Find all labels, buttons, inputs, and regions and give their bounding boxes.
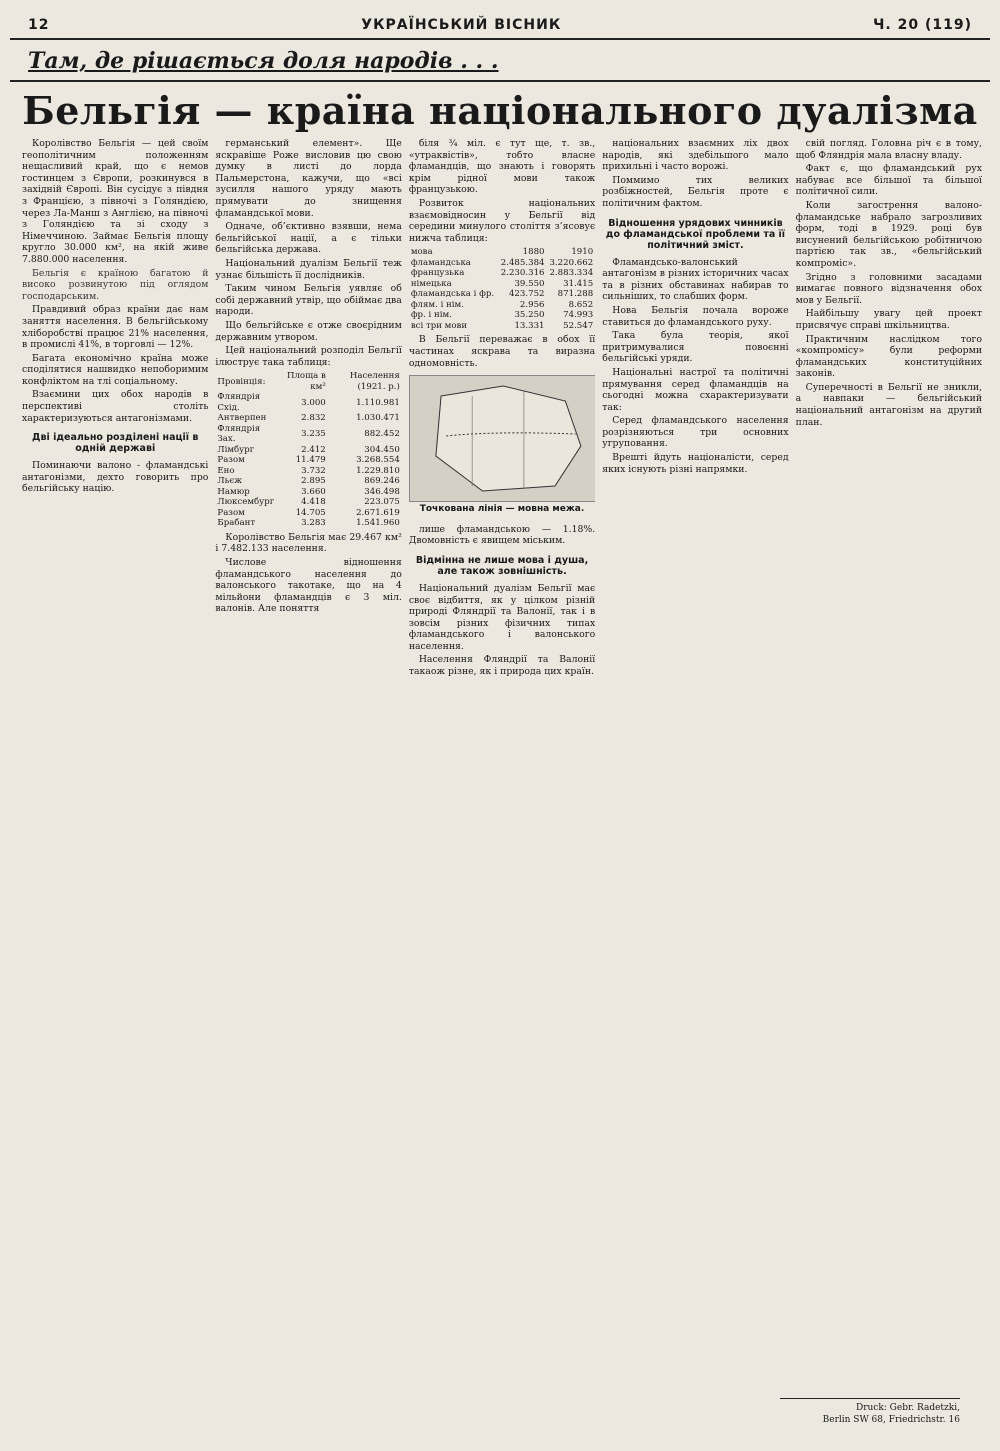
table-cell: Намюр: [217, 486, 250, 497]
table-row: [215, 424, 401, 445]
paragraph: Національні настрої та політичні прямування серед фламандців на сьогодні можна схарактеризувати так:: [602, 366, 789, 413]
kicker-rule: [10, 80, 990, 82]
paragraph: свій погляд. Головна річ є в тому, щоб Фляндрія мала власну владу.: [795, 138, 983, 161]
table-cell: Льєж: [217, 476, 242, 487]
table-body: [215, 392, 401, 529]
table-cell: 2.895: [301, 476, 326, 487]
table-cell: 52.547: [563, 320, 594, 331]
table-row: [215, 413, 401, 424]
table-cell: 2.412: [301, 444, 326, 455]
table-cell: Ено: [217, 465, 235, 476]
table-row: [409, 279, 595, 290]
table-cell: 13.331: [514, 320, 545, 331]
table-header: 1910: [571, 247, 594, 258]
belgium-language-map: [409, 375, 595, 502]
table-cell: фламандська: [410, 257, 471, 268]
table-row: [215, 508, 401, 519]
paragraph: Що бельгійське є отже своєрідним державним утвором.: [215, 319, 402, 343]
header-rule: [10, 38, 990, 40]
paragraph: Королівство Бельгія має 29.467 км² і 7.482.133 населення.: [215, 531, 402, 555]
table-cell: 3.732: [301, 465, 326, 476]
paragraph: Врешті йдуть націоналісти, серед яких існують різні напрямки.: [602, 452, 789, 475]
subheading: Дві ідеально розділені нації в одній державі: [32, 432, 199, 455]
table-row: [215, 487, 401, 498]
table-cell: 14.705: [295, 507, 326, 518]
paragraph: Така була теорія, якої притримувалися повоєнні бельгійські уряди.: [602, 330, 789, 365]
table-row: [215, 466, 401, 477]
column-3: [409, 138, 595, 1393]
paragraph: Найбільшу увагу цей проект присвячує справі шкільництва.: [795, 308, 983, 331]
page-header: [28, 14, 972, 36]
table-body: [409, 258, 595, 332]
paragraph: Населення Фляндрії та Валонії такаож різне, як і природа цих країн.: [408, 654, 596, 678]
table-row: [409, 289, 595, 300]
table-cell: Лімбург: [217, 444, 255, 455]
paragraph: германський елемент». Ще яскравіше Роже висловив цю свою думку в листі до лорда Пальмерстона, кажучи, що «всі зусилля нашого уряду мають прямувати до знищення фламандської мови.: [215, 138, 402, 219]
table-cell: 3.283: [301, 518, 326, 529]
table-cell: 74.993: [563, 310, 594, 321]
table-cell: 871.288: [557, 289, 594, 300]
paragraph: Розвиток національних взаємовідносин у Бельгії від середини минулого століття з’ясовує нижча таблиця:: [408, 197, 596, 244]
page-number: 12: [28, 17, 50, 33]
article-body: [22, 138, 982, 1393]
footer-rule: [780, 1398, 960, 1399]
paragraph: Коли загострення валоно-фламандське набрало загрозливих форм, тоді в 1929. році був висунений бельгійською робітничою партією так зв., «бельгійський компроміс».: [795, 199, 983, 269]
table-row: [409, 300, 595, 311]
publication-title: УКРАЇНСЬКИЙ ВІСНИК: [361, 17, 562, 33]
table-cell: 304.450: [364, 444, 400, 455]
column-1: [22, 138, 208, 1393]
province-table: [215, 371, 401, 529]
table-cell: фр. і нім.: [410, 310, 452, 321]
paragraph: Таким чином Бельгія уявляє об собі державний утвір, що обіймає два народи.: [215, 283, 402, 318]
table-row: [409, 258, 595, 269]
table-cell: 8.652: [568, 299, 594, 310]
language-table: [409, 247, 595, 331]
table-cell: 31.415: [563, 278, 594, 289]
paragraph: Практичним наслідком того «компромісу» були реформи фламандських конституційних законів.: [795, 333, 983, 380]
table-cell: німецька: [410, 278, 452, 289]
table-title: Цей національний розподіл Бельгії ілюструє така таблиця:: [215, 345, 402, 368]
table-header: мова: [410, 247, 433, 258]
subheading: Відношення урядових чинників до фламандської проблеми та її політичний зміст.: [605, 217, 786, 251]
paragraph: національних взаємних ліх двох народів, які здебільшого мало прихильні і часто ворожі.: [602, 138, 789, 173]
column-2: [215, 138, 401, 1393]
printer-imprint: [823, 1402, 960, 1426]
paragraph: Серед фламандського населення розрізняються три основних угруповання.: [602, 415, 789, 450]
paragraph: Згідно з головними засадами вимагає повного відзначення обох мов у Бельгії.: [795, 271, 983, 306]
imprint-line: Berlin SW 68, Friedrichstr. 16: [822, 1415, 960, 1425]
table-cell: Люксембург: [217, 497, 275, 508]
table-cell: 35.250: [514, 310, 545, 321]
table-cell: 2.956: [519, 299, 545, 310]
article-headline: Бельгія — країна національного дуалізма: [22, 88, 978, 133]
table-cell: 1.110.981: [356, 397, 400, 408]
table-cell: всі три мови: [410, 320, 468, 331]
table-cell: 2.883.334: [549, 268, 594, 279]
paragraph: Багата економічно країна може споділятися нашвидко непоборимим конфліктом на тлі соціальному.: [22, 352, 209, 387]
paragraph: Королівство Бельгія — цей своїм геополітичним положенням нещасливий край, що є немов гостинцем з Європи, розкинувся в західній Європі. Він сусідує з півдня з Францією, з півночі з Голяндією, через Ла-Манш з Англією, на півночі з Голяндією та зі сходу з Німеччиною. Займає Бельгія площу кругло 30.000 км², на якій живе 7.880.000 населення.: [22, 138, 209, 265]
paragraph: Фламандсько-валонський антагонізм в різних історичних часах та в різних обставинах набирав то сильніших, то слабших форм.: [602, 256, 789, 303]
table-cell: 3.000: [301, 397, 326, 408]
table-header: Провінція:: [217, 376, 266, 387]
column-5: [796, 138, 982, 1393]
paragraph: Взаємини цих обох народів в перспективі століть характеризуються антагонізмами.: [22, 389, 209, 424]
table-cell: 4.418: [301, 497, 326, 508]
section-kicker: Там, де рішається доля народів . . .: [28, 48, 499, 74]
table-header: Площа в км²: [286, 371, 326, 392]
table-cell: 3.660: [301, 486, 326, 497]
paragraph: Факт є, що фламандський рух набуває все більшої та більшої політичної сили.: [795, 163, 983, 198]
table-cell: 3.220.662: [549, 257, 594, 268]
issue-number: Ч. 20 (119): [873, 17, 972, 33]
table-cell: 346.498: [364, 486, 400, 497]
table-cell: 1.229.810: [356, 465, 400, 476]
table-cell: фламандська і фр.: [410, 289, 495, 300]
table-row: [215, 392, 401, 413]
map-caption: Точкована лінія — мовна межа.: [419, 504, 585, 515]
table-cell: 39.550: [514, 278, 545, 289]
table-header: 1880: [522, 247, 545, 258]
table-row: [215, 476, 401, 487]
table-cell: Брабант: [217, 518, 256, 529]
table-cell: 2.671.619: [356, 507, 400, 518]
table-cell: флям. і нім.: [410, 299, 464, 310]
paragraph: Поминаючи валоно - фламандські антагонізми, дехто говорить про бельгійську націю.: [22, 460, 209, 495]
table-cell: 2.485.384: [500, 257, 545, 268]
table-cell: Фляндрія Схід.: [217, 392, 261, 413]
table-cell: Разом: [217, 455, 245, 466]
paragraph: Національний дуалізм Бельгії теж узнає більшість її дослідників.: [215, 257, 402, 281]
paragraph: Суперечності в Бельгії не зникли, а навпаки — бельгійський національний антагонізм на другий план.: [795, 381, 983, 428]
paragraph: Правдивий образ країни дає нам заняття населення. В бельгійському хліборобстві працює 21% населення, в промислі 41%, в торговлі — 12%.: [22, 304, 209, 351]
imprint-line: Druck: Gebr. Radetzki,: [855, 1403, 960, 1413]
subheading: Відмінна не лише мова і душа, але також зовнішність.: [415, 554, 589, 577]
paragraph: Одначе, об’єктивно взявши, нема бельгійської нації, а є тільки бельгійська держава.: [215, 221, 402, 256]
column-4: [602, 138, 788, 1393]
paragraph: Бельгія є країною багатою й високо розвинутою під оглядом господарським.: [22, 267, 209, 302]
table-cell: 3.268.554: [356, 455, 400, 466]
table-row: [215, 518, 401, 529]
table-header: Населення (1921. р.): [349, 371, 400, 392]
paragraph: Національний дуалізм Бельгії має своє відбиття, як у цілком різній природі Фляндрії та Валонії, так і в зовсім різних фізичних типах фламандського і валонського населення.: [408, 582, 596, 652]
table-cell: Разом: [217, 507, 245, 518]
table-cell: 882.452: [364, 429, 400, 440]
table-row: [409, 310, 595, 321]
table-cell: 2.230.316: [500, 268, 545, 279]
table-row: [409, 321, 595, 332]
map-drawing: [410, 376, 595, 501]
table-cell: 1.030.471: [356, 413, 400, 424]
table-cell: 11.479: [295, 455, 326, 466]
table-cell: французька: [410, 268, 465, 279]
table-row: [215, 445, 401, 456]
table-row: [409, 268, 595, 279]
table-cell: Антверпен: [217, 413, 267, 424]
paragraph: лише фламандською — 1.18%. Двомовність є явищем міським.: [408, 523, 596, 547]
table-row: [215, 497, 401, 508]
table-cell: 223.075: [364, 497, 400, 508]
paragraph: Нова Бельгія почала вороже ставиться до фламандського руху.: [602, 304, 789, 328]
table-row: [215, 455, 401, 466]
paragraph: Числове відношення фламандського населення до валонського такотаке, що на 4 мільйони фламандців є 3 міл. валонів. Але поняття: [215, 556, 402, 615]
paragraph: біля ¾ міл. є тут ще, т. зв., «утраквістів», тобто власне фламандців, що знають і говорять крім рідної мови також французькою.: [408, 138, 596, 196]
paragraph: Поммимо тих великих розбіжностей, Бельгія проте є політичним фактом.: [602, 174, 789, 209]
table-cell: 869.246: [364, 476, 400, 487]
table-cell: 3.235: [301, 429, 326, 440]
table-cell: 423.752: [508, 289, 545, 300]
table-cell: Фляндрія Зах.: [217, 423, 261, 445]
table-cell: 2.832: [301, 413, 326, 424]
paragraph: В Бельгії переважає в обох її частинах яскрава та виразна одномовність.: [408, 334, 596, 369]
table-cell: 1.541.960: [356, 518, 400, 529]
